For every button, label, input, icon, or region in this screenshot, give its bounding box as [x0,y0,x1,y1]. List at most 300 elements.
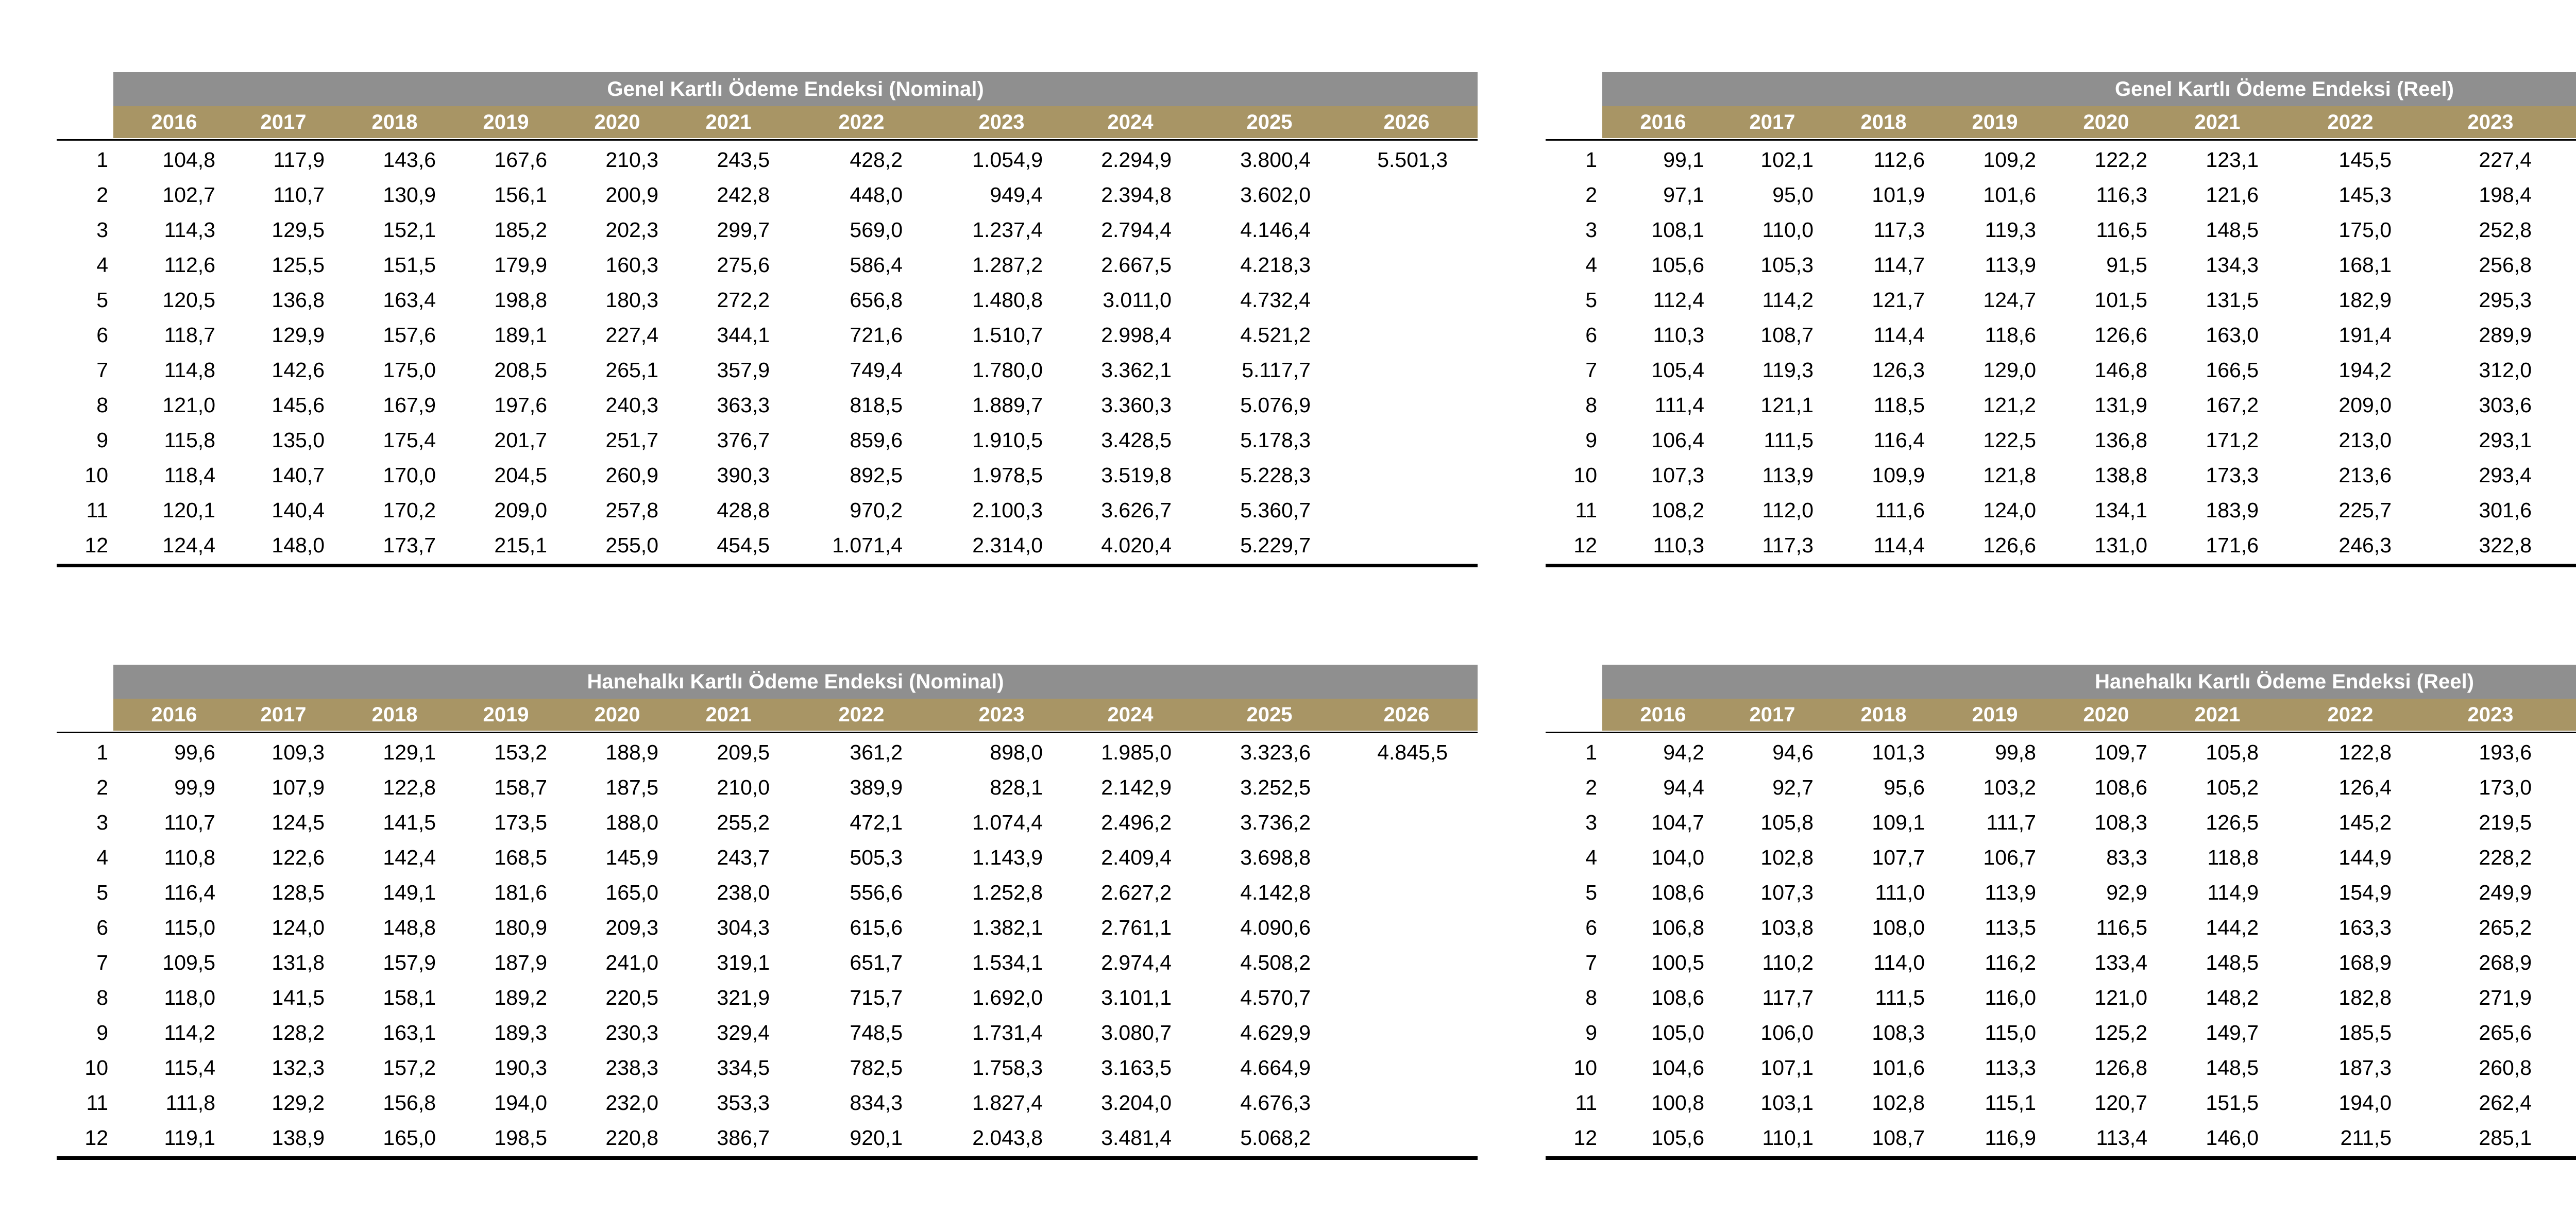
table-cell: 158,1 [383,986,436,1009]
table-cell: 130,9 [383,183,436,207]
table-cell: 255,2 [717,811,770,834]
table-cell [2552,980,2576,1015]
table-cell: 204,5 [494,463,547,487]
table-cell: 194,0 [494,1091,547,1115]
table-cell: 251,7 [605,428,658,452]
table-title: Hanehalkı Kartlı Ödeme Endeksi (Nominal) [113,665,1478,699]
table-cell: 198,5 [494,1126,547,1150]
table-cell: 104,6 [1651,1056,1704,1079]
table-cell: 105,4 [1651,358,1704,382]
table-cell: 189,2 [494,986,547,1009]
table-cell: 118,6 [1985,323,2036,347]
row-number: 2 [96,183,108,207]
table-cell: 175,4 [383,428,436,452]
table-cell: 1.510,7 [972,323,1043,347]
table-cell: 220,5 [605,986,658,1009]
table-cell: 165,0 [605,881,658,904]
table-cell: 265,1 [605,358,658,382]
table-cell: 197,6 [494,393,547,417]
table-cell: 243,5 [717,148,770,172]
table-cell: 114,2 [1762,288,1814,312]
table-cell: 782,5 [850,1056,903,1079]
table-cell: 390,3 [717,463,770,487]
table-cell: 108,6 [1651,881,1704,904]
table-cell [1340,1085,1448,1120]
bottom-rule [57,1156,1478,1160]
table-cell [2552,840,2576,875]
table-cell: 3.800,4 [1240,148,1311,172]
table-cell: 4.570,7 [1240,986,1311,1009]
table-cell: 749,4 [850,358,903,382]
table-cell [1340,423,1448,458]
table-cell: 121,7 [1872,288,1925,312]
row-number: 6 [96,323,108,347]
table-cell: 116,4 [164,881,215,904]
table-cell: 211,5 [2340,1126,2392,1150]
table-cell: 119,1 [164,1126,215,1150]
table-cell: 182,8 [2338,986,2392,1009]
table-cell: 2.043,8 [972,1126,1043,1150]
table-cell: 448,0 [850,183,903,207]
table-cell [1340,352,1448,387]
table-cell: 163,1 [383,1021,436,1044]
row-number: 1 [1585,148,1597,172]
table-cell: 107,7 [1872,846,1925,869]
table-cell: 131,5 [2206,288,2259,312]
table-cell: 110,0 [1762,218,1814,242]
table-cell: 173,3 [2206,463,2259,487]
table-cell: 4.020,4 [1101,533,1172,557]
table-cell [1340,247,1448,282]
table-cell: 110,3 [1653,323,1704,347]
table-cell [2552,1120,2576,1155]
table-cell: 376,7 [717,428,770,452]
table-cell: 219,5 [2479,811,2532,834]
table-cell [2552,805,2576,840]
table-cell: 106,0 [1760,1021,1814,1044]
table-cell [1340,1120,1448,1155]
table-cell: 100,5 [1651,951,1704,974]
row-number: 3 [96,218,108,242]
table-cell: 285,1 [2479,1126,2532,1150]
table-cell: 121,2 [1983,393,2036,417]
table-cell: 101,3 [1872,740,1925,764]
table-cell: 107,3 [1760,881,1814,904]
table-cell: 151,5 [383,253,436,277]
table-cell: 389,9 [850,775,903,799]
table-cell: 189,1 [494,323,547,347]
table-cell: 3.101,1 [1101,986,1172,1009]
table-cell: 319,1 [717,951,770,974]
table-cell: 126,6 [1983,533,2036,557]
table-cell: 140,7 [272,463,325,487]
table-cell: 110,3 [1653,533,1704,557]
table-cell: 834,3 [850,1091,903,1115]
table-cell: 183,9 [2206,498,2259,522]
table-cell: 100,8 [1651,1091,1704,1115]
table-cell: 95,6 [1884,775,1925,799]
table-cell: 134,3 [2206,253,2259,277]
table-cell: 3.204,0 [1101,1091,1172,1115]
table-cell [2552,1050,2576,1085]
table-cell: 5.178,3 [1240,428,1311,452]
row-number: 8 [1585,986,1597,1009]
table-cell: 232,0 [605,1091,658,1115]
table-cell: 91,5 [2106,253,2147,277]
row-number: 11 [86,498,108,522]
table-cell: 3.360,3 [1101,393,1172,417]
table-cell: 111,5 [1875,986,1925,1009]
table-cell [1340,910,1448,945]
table-cell: 111,8 [165,1091,215,1115]
row-number: 6 [1585,323,1597,347]
year-header: 2022 [838,111,885,133]
table-cell: 225,7 [2338,498,2392,522]
bottom-rule [1546,564,2576,567]
table-cell: 142,6 [272,358,325,382]
row-number: 5 [1585,288,1597,312]
year-header: 2022 [2327,111,2374,133]
table-cell: 4.508,2 [1240,951,1311,974]
table-cell: 115,4 [164,1056,215,1079]
table-cell: 131,8 [272,951,325,974]
table-cell: 920,1 [850,1126,903,1150]
table-cell: 3.626,7 [1101,498,1172,522]
table-cell: 167,9 [383,393,436,417]
table-cell: 99,9 [174,775,215,799]
table-cell: 210,3 [605,148,658,172]
table-cell: 114,4 [1873,533,1925,557]
table-title: Genel Kartlı Ödeme Endeksi (Reel) [1602,72,2576,106]
table-cell: 265,6 [2479,1021,2532,1044]
table-cell: 121,0 [2094,986,2147,1009]
table-cell: 185,2 [494,218,547,242]
table-cell: 182,9 [2338,288,2392,312]
table-cell: 353,3 [717,1091,770,1115]
table-cell: 99,1 [1663,148,1704,172]
table-cell: 92,7 [1772,775,1814,799]
row-number: 3 [96,811,108,834]
table-cell: 140,4 [272,498,325,522]
row-number: 5 [96,288,108,312]
table-cell: 191,4 [2338,323,2392,347]
year-header: 2021 [705,703,752,726]
table-cell: 141,5 [383,811,436,834]
table-cell: 116,5 [2096,218,2147,242]
table-cell: 1.252,8 [972,881,1043,904]
table-cell: 136,8 [2094,428,2147,452]
table-cell: 113,9 [1985,253,2036,277]
year-header: 2019 [483,111,529,133]
table-cell: 124,0 [1983,498,2036,522]
table-cell: 3.362,1 [1101,358,1172,382]
table-cell: 3.428,5 [1101,428,1172,452]
table-cell [1340,840,1448,875]
table-cell: 129,9 [272,323,325,347]
table-cell: 109,3 [272,740,325,764]
table-cell: 246,3 [2338,533,2392,557]
table-cell: 970,2 [850,498,903,522]
table-cell: 238,0 [717,881,770,904]
year-header: 2018 [371,703,418,726]
table-cell: 173,5 [494,811,547,834]
table-cell: 275,6 [717,253,770,277]
table-cell [1340,945,1448,980]
table-cell: 105,6 [1651,253,1704,277]
table-cell: 135,0 [272,428,325,452]
table-cell: 209,0 [2338,393,2392,417]
table-cell: 715,7 [850,986,903,1009]
header-rule [1546,732,2576,733]
table-cell: 114,8 [164,358,215,382]
table-cell: 153,2 [494,740,547,764]
table-cell: 110,7 [273,183,325,207]
table-cell: 113,5 [1985,916,2036,939]
table-cell: 110,7 [164,811,215,834]
table-cell: 131,0 [2094,533,2147,557]
table-cell: 115,0 [1985,1021,2036,1044]
table-cell [2552,735,2576,770]
table-cell: 126,5 [2206,811,2259,834]
table-cell: 260,9 [605,463,658,487]
table-cell: 167,6 [494,148,547,172]
table-cell [2552,458,2576,493]
table-cell: 157,2 [383,1056,436,1079]
table-cell: 241,0 [605,951,658,974]
table-cell: 101,6 [1872,1056,1925,1079]
table-cell: 105,0 [1651,1021,1704,1044]
table-cell: 2.314,0 [972,533,1043,557]
table-cell: 187,5 [605,775,658,799]
year-header: 2020 [594,111,640,133]
table-cell: 104,0 [1651,846,1704,869]
table-cell: 5.501,3 [1377,148,1448,172]
table-cell [2552,493,2576,528]
table-cell: 1.054,9 [972,148,1043,172]
table-cell: 83,3 [2106,846,2147,869]
table-cell [1340,282,1448,317]
table-cell: 111,6 [1875,498,1925,522]
table-cell: 386,7 [717,1126,770,1150]
table-cell: 5.360,7 [1240,498,1311,522]
row-number: 7 [96,358,108,382]
year-header: 2016 [151,111,197,133]
table-cell: 190,3 [494,1056,547,1079]
row-number: 12 [1573,533,1597,557]
table-cell: 334,5 [717,1056,770,1079]
table-cell: 194,2 [2338,358,2392,382]
table-cell: 1.143,9 [972,846,1043,869]
table-cell: 4.845,5 [1377,740,1448,764]
bottom-rule [57,564,1478,567]
table-cell: 124,7 [1983,288,2036,312]
table-cell: 4.146,4 [1240,218,1311,242]
table-cell: 103,1 [1760,1091,1814,1115]
table-cell: 99,8 [1995,740,2036,764]
row-number: 3 [1585,811,1597,834]
table-cell: 112,6 [164,253,215,277]
table-cell: 133,4 [2094,951,2147,974]
table-cell: 101,9 [1872,183,1925,207]
table-cell [2552,770,2576,805]
table-cell: 145,3 [2338,183,2392,207]
table-cell: 111,7 [1986,811,2036,834]
table-cell: 109,9 [1872,463,1925,487]
table-cell: 156,8 [383,1091,436,1115]
table-cell: 124,0 [272,916,325,939]
table-cell: 198,8 [494,288,547,312]
table-cell: 143,6 [383,148,436,172]
table-cell: 114,4 [1873,323,1925,347]
table-cell: 142,4 [383,846,436,869]
table-cell: 105,6 [1651,1126,1704,1150]
table-cell: 120,5 [162,288,215,312]
table-cell: 1.382,1 [972,916,1043,939]
table-cell: 116,0 [1985,986,2036,1009]
table-cell: 252,8 [2479,218,2532,242]
table-cell: 5.229,7 [1240,533,1311,557]
table-cell: 112,6 [1873,148,1925,172]
table-cell: 213,0 [2338,428,2392,452]
table-cell: 148,5 [2206,218,2259,242]
table-cell: 122,6 [272,846,325,869]
table-cell: 108,2 [1651,498,1704,522]
table-cell: 105,8 [1760,811,1814,834]
table-cell: 2.974,4 [1101,951,1172,974]
table-cell: 114,7 [1873,253,1925,277]
row-number: 11 [1575,1091,1597,1115]
header-rule [1546,139,2576,141]
row-number: 10 [84,1056,108,1079]
table-cell: 209,5 [717,740,770,764]
year-header: 2016 [151,703,197,726]
table-cell: 120,1 [162,498,215,522]
table-cell: 124,5 [272,811,325,834]
table-cell: 118,8 [2207,846,2259,869]
year-header: 2018 [1860,703,1907,726]
table-cell: 146,8 [2094,358,2147,382]
table-cell: 126,6 [2094,323,2147,347]
table-cell: 122,5 [1983,428,2036,452]
year-header: 2024 [1107,703,1154,726]
table-cell: 107,1 [1760,1056,1814,1079]
year-header: 2023 [978,111,1025,133]
table-cell: 1.827,4 [972,1091,1043,1115]
table-cell: 1.692,0 [972,986,1043,1009]
table-cell: 156,1 [494,183,547,207]
table-cell: 208,5 [494,358,547,382]
table-cell: 168,1 [2338,253,2392,277]
row-number: 2 [96,775,108,799]
table-cell: 3.163,5 [1101,1056,1172,1079]
table-cell: 188,9 [605,740,658,764]
table-cell: 170,2 [383,498,436,522]
table-cell: 171,6 [2206,533,2259,557]
year-header: 2019 [483,703,529,726]
table-cell: 129,5 [272,218,325,242]
bottom-rule [1546,1156,2576,1160]
table-cell [1340,1050,1448,1085]
row-number: 1 [96,148,108,172]
table-cell: 3.519,8 [1101,463,1172,487]
year-header: 2025 [1246,703,1293,726]
table-cell: 106,4 [1651,428,1704,452]
table-cell: 171,2 [2206,428,2259,452]
table-cell: 209,3 [605,916,658,939]
row-number: 5 [1585,881,1597,904]
table-cell [2552,1085,2576,1120]
table-cell: 102,8 [1760,846,1814,869]
table-cell: 108,0 [1872,916,1925,939]
table-cell: 129,2 [272,1091,325,1115]
table-cell: 116,4 [1873,428,1925,452]
table-cell: 1.978,5 [972,463,1043,487]
table-cell: 265,2 [2479,916,2532,939]
table-cell: 119,3 [1762,358,1814,382]
table-cell: 257,8 [605,498,658,522]
table-cell: 107,9 [272,775,325,799]
table-cell: 112,0 [1762,498,1814,522]
table-cell: 119,3 [1985,218,2036,242]
row-number: 8 [1585,393,1597,417]
table-cell [2552,945,2576,980]
table-cell: 209,0 [494,498,547,522]
table-cell: 721,6 [850,323,903,347]
table-cell: 321,9 [717,986,770,1009]
table-cell: 898,0 [990,740,1043,764]
table-cell: 179,9 [494,253,547,277]
year-header: 2020 [2083,703,2129,726]
table-cell: 106,8 [1651,916,1704,939]
table-cell: 108,7 [1872,1126,1925,1150]
table-cell: 1.074,4 [972,811,1043,834]
table-cell: 361,2 [850,740,903,764]
table-cell: 187,3 [2338,1056,2392,1079]
table-cell: 113,9 [1985,881,2036,904]
table-cell [1340,387,1448,423]
table-cell: 126,4 [2338,775,2392,799]
table-cell: 126,3 [1872,358,1925,382]
table-cell [1340,212,1448,247]
table-cell: 4.142,8 [1240,881,1311,904]
table-cell: 243,7 [717,846,770,869]
table-cell: 94,4 [1663,775,1704,799]
table-cell: 126,8 [2094,1056,2147,1079]
table-cell: 1.910,5 [972,428,1043,452]
table-cell: 303,6 [2479,393,2532,417]
table-cell: 109,5 [162,951,215,974]
table-cell: 3.323,6 [1240,740,1311,764]
table-cell: 3.602,0 [1240,183,1311,207]
table-cell: 145,9 [605,846,658,869]
table-cell: 4.732,4 [1240,288,1311,312]
table-cell: 125,2 [2094,1021,2147,1044]
table-cell [2552,142,2576,177]
table-cell: 1.480,8 [972,288,1043,312]
table-cell: 651,7 [850,951,903,974]
table-cell: 175,0 [383,358,436,382]
table-cell: 111,4 [1654,393,1704,417]
table-cell: 116,9 [1985,1126,2036,1150]
table-cell: 109,7 [2094,740,2147,764]
year-header: 2017 [260,703,307,726]
table-cell [2552,317,2576,352]
table-cell [1340,1015,1448,1050]
table-cell: 129,1 [383,740,436,764]
table-cell: 188,0 [605,811,658,834]
row-number: 9 [1585,1021,1597,1044]
table-cell: 3.252,5 [1240,775,1311,799]
